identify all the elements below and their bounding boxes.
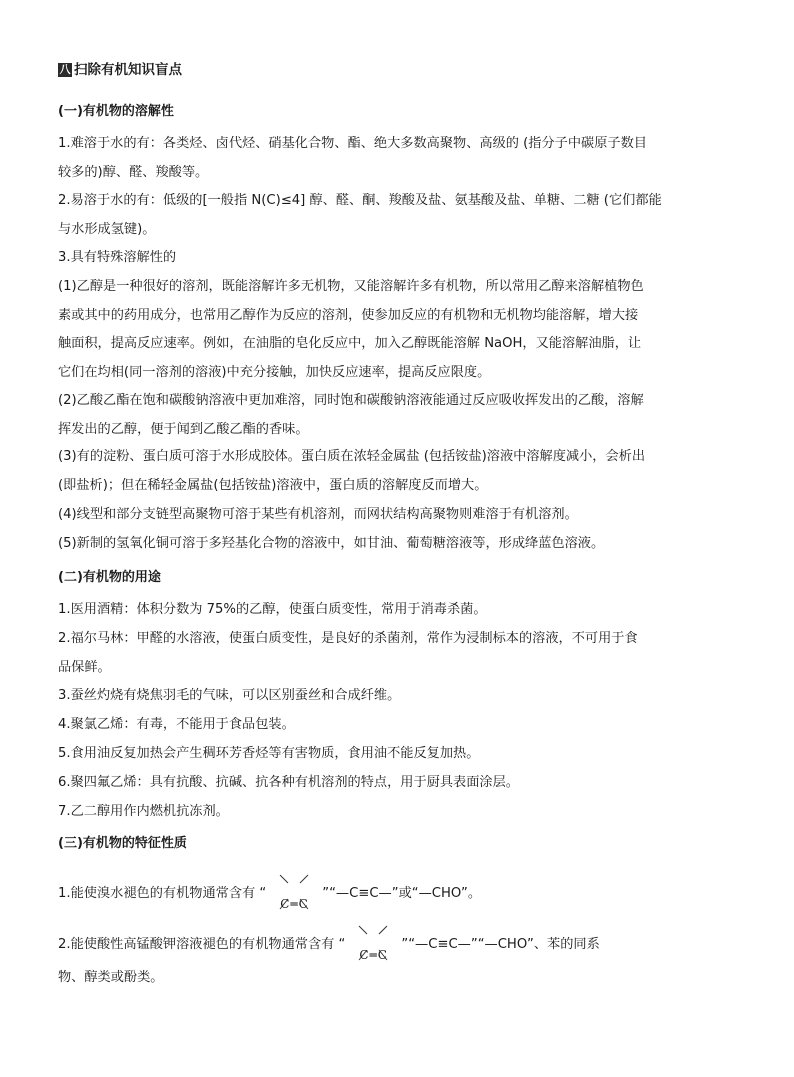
text-line: (2)乙酸乙酯在饱和碳酸钠溶液中更加难溶，同时饱和碳酸钠溶液能通过反应吸收挥发出的乙酸，溶解 [58,393,644,408]
alkene-structure-diagram [266,873,322,913]
text-line: (3)有的淀粉、蛋白质可溶于水形成胶体。蛋白质在浓轻金属盐 (包括铵盐)溶液中溶解度减小，会析出 [58,449,646,464]
property-1-suffix: ”“—C≡C—”或“—CHO”。 [322,886,482,901]
text-line: (4)线型和部分支链型高聚物可溶于某些有机溶剂，而网状结构高聚物则难溶于有机溶剂。 [58,507,578,522]
uses-item-4 [58,711,734,740]
header-badge: 八 [59,63,71,76]
text-line: 3.蚕丝灼烧有烧焦羽毛的气味，可以区别蚕丝和合成纤维。 [58,688,401,703]
text-line: 触面积，提高反应速率。例如，在油脂的皂化反应中，加入乙醇既能溶解 NaOH，又能溶解油脂，让 [58,336,642,351]
text-line [58,873,734,914]
text-line [58,924,734,965]
solubility-item-3 [58,244,734,273]
solubility-item-3-2 [58,387,734,444]
property-1-prefix: 1.能使溴水褪色的有机物通常含有 “ [58,886,267,901]
header-title: 扫除有机知识盲点 [74,62,182,78]
uses-item-2 [58,625,734,682]
solubility-item-3-4 [58,501,734,530]
text-line: 物、醇类或酚类。 [58,970,164,985]
text-line: 挥发出的乙醇，便于闻到乙酸乙酯的香味。 [58,421,309,437]
property-item-2 [58,924,734,991]
text-line: 2.福尔马林：甲醛的水溶液，使蛋白质变性，是良好的杀菌剂，常作为浸制标本的溶液，不可用于食 [58,631,638,646]
text-line: (5)新制的氢氧化铜可溶于多羟基化合物的溶液中，如甘油、葡萄糖溶液等，形成绛蓝色溶液。 [58,536,605,551]
text-line: 与水形成氢键)。 [58,221,156,237]
alkene-label: C═C [280,897,309,911]
solubility-item-3-1 [58,273,734,387]
section-header [58,61,182,79]
uses-item-6 [58,769,734,798]
text-line: (即盐析)；但在稀轻金属盐(包括铵盐)溶液中，蛋白质的溶解度反而增大。 [58,477,488,493]
solubility-item-3-5 [58,530,734,559]
property-item-1 [58,873,734,914]
text-line: 素或其中的药用成分，也常用乙醇作为反应的溶剂，使参加反应的有机物和无机物均能溶解，增大接 [58,307,639,323]
solubility-item-2 [58,187,734,244]
text-line: 6.聚四氟乙烯：具有抗酸、抗碱、抗各种有机溶剂的特点，用于厨具表面涂层。 [58,775,519,790]
text-line: 1.医用酒精：体积分数为 75%的乙醇，使蛋白质变性，常用于消毒杀菌。 [58,602,487,617]
text-line: 较多的)醇、醛、羧酸等。 [58,164,209,180]
alkene-label: C═C [359,948,388,962]
alkene-structure-diagram [345,924,401,964]
uses-item-1 [58,596,734,625]
uses-item-7 [58,798,734,827]
text-line: (1)乙醇是一种很好的溶剂，既能溶解许多无机物，又能溶解许多有机物，所以常用乙醇来溶解植物色 [58,279,644,294]
solubility-item-1 [58,130,734,187]
uses-item-5 [58,740,734,769]
text-line: 5.食用油反复加热会产生稠环芳香烃等有害物质，食用油不能反复加热。 [58,746,480,761]
text-line: 品保鲜。 [58,659,111,675]
property-2-suffix: ”“—C≡C—”“—CHO”、苯的同系 [401,937,600,952]
text-line: 7.乙二醇用作内燃机抗冻剂。 [58,804,229,819]
text-line: 2.易溶于水的有：低级的[一般指 N(C)≤4] 醇、醛、酮、羧酸及盐、氨基酸及盐、单糖、二糖 (它们都能 [58,193,662,208]
text-line: 3.具有特殊溶解性的 [58,250,177,265]
section-title-uses: (二)有机物的用途 [58,570,161,585]
section-title-properties: (三)有机物的特征性质 [58,836,187,851]
uses-item-3 [58,682,734,711]
section-title-solubility: (一)有机物的溶解性 [58,104,174,119]
text-line: 1.难溶于水的有：各类烃、卤代烃、硝基化合物、酯、绝大多数高聚物、高级的 (指分子中碳原子数目 [58,136,647,151]
property-2-prefix: 2.能使酸性高锰酸钾溶液褪色的有机物通常含有 “ [58,937,346,952]
text-line: 它们在均相(同一溶剂的溶液)中充分接触，加快反应速率，提高反应限度。 [58,364,491,380]
text-line: 4.聚氯乙烯：有毒，不能用于食品包装。 [58,717,295,732]
solubility-item-3-3 [58,443,734,500]
